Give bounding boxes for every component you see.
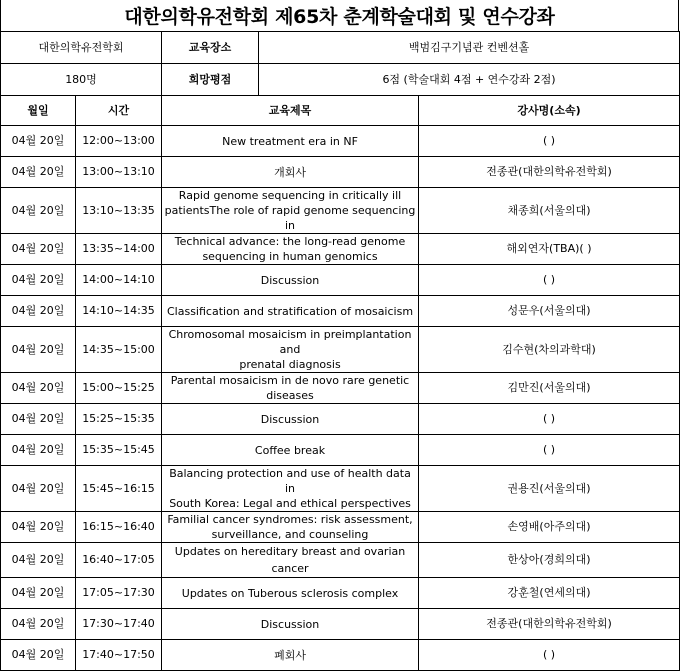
table-row	[1, 265, 680, 296]
row-title-line: Discussion	[260, 617, 320, 631]
row-title-line: Familial cancer syndromes: risk assessment,	[167, 513, 413, 526]
row-speaker: 전종관(대한의학유전학회)	[419, 157, 680, 188]
table-row	[1, 296, 680, 327]
row-speaker: ( )	[419, 265, 680, 296]
table-row	[1, 543, 680, 578]
row-time: 16:40~17:05	[76, 543, 162, 578]
row-speaker: 강훈철(연세의대)	[419, 578, 680, 609]
venue-value: 백범김구기념관 컨벤션홀	[259, 32, 680, 64]
table-row	[1, 327, 680, 373]
row-title	[162, 543, 419, 578]
row-speaker: 전종관(대한의학유전학회)	[419, 609, 680, 640]
row-time: 15:35~15:45	[76, 435, 162, 466]
row-title	[162, 265, 419, 296]
row-date: 04월 20일	[1, 609, 76, 640]
row-title-line: Updates on Tuberous sclerosis complex	[181, 586, 399, 600]
row-speaker: 해외연자(TBA)( )	[419, 234, 680, 265]
row-title	[162, 512, 419, 543]
info-row-org	[1, 32, 680, 64]
row-speaker: ( )	[419, 126, 680, 157]
row-title-line: prenatal diagnosis	[239, 358, 341, 371]
row-time: 15:45~16:15	[76, 466, 162, 512]
row-title-line: sequencing in human genomics	[202, 250, 378, 263]
row-title-line: Balancing protection and use of health data in	[169, 467, 411, 495]
row-title	[162, 373, 419, 404]
table-row	[1, 126, 680, 157]
row-title	[162, 435, 419, 466]
row-speaker: ( )	[419, 435, 680, 466]
table-row	[1, 157, 680, 188]
table-row	[1, 188, 680, 234]
row-title-line: patientsThe role of rapid genome sequencing in	[164, 204, 416, 232]
row-date: 04월 20일	[1, 126, 76, 157]
row-title-line: Technical advance: the long-read genome	[174, 235, 406, 248]
row-speaker: 김수현(차의과학대)	[419, 327, 680, 373]
row-title-line: Classification and stratification of mosaicism	[166, 304, 414, 318]
row-date: 04월 20일	[1, 640, 76, 671]
row-time: 13:00~13:10	[76, 157, 162, 188]
row-title	[162, 157, 419, 188]
row-title	[162, 578, 419, 609]
row-title-line: Coffee break	[254, 443, 326, 457]
row-time: 16:15~16:40	[76, 512, 162, 543]
table-row	[1, 404, 680, 435]
row-speaker: 한상아(경희의대)	[419, 543, 680, 578]
row-time: 14:00~14:10	[76, 265, 162, 296]
row-time: 14:10~14:35	[76, 296, 162, 327]
row-date: 04월 20일	[1, 373, 76, 404]
row-title-line: Rapid genome sequencing in critically ill	[178, 189, 402, 202]
row-time: 14:35~15:00	[76, 327, 162, 373]
header-speaker: 강사명(소속)	[419, 96, 680, 126]
row-speaker: 권용진(서울의대)	[419, 466, 680, 512]
table-row	[1, 234, 680, 265]
row-date: 04월 20일	[1, 296, 76, 327]
row-title-line: Parental mosaicism in de novo rare genetic	[170, 374, 410, 387]
row-speaker: ( )	[419, 640, 680, 671]
row-title-line: South Korea: Legal and ethical perspectives	[169, 497, 411, 510]
row-title	[162, 404, 419, 435]
venue-label: 교육장소	[162, 32, 259, 64]
attendee-count: 180명	[1, 64, 162, 96]
table-row	[1, 512, 680, 543]
row-date: 04월 20일	[1, 265, 76, 296]
row-speaker: ( )	[419, 404, 680, 435]
row-speaker: 김만진(서울의대)	[419, 373, 680, 404]
row-speaker: 손영배(아주의대)	[419, 512, 680, 543]
row-title-line: Discussion	[260, 273, 320, 287]
row-time: 15:00~15:25	[76, 373, 162, 404]
document-title: 대한의학유전학회 제65차 춘계학술대회 및 연수강좌	[0, 0, 679, 31]
row-time: 17:05~17:30	[76, 578, 162, 609]
row-title	[162, 327, 419, 373]
row-title	[162, 640, 419, 671]
points-value: 6점 (학술대회 4점 + 연수강좌 2점)	[259, 64, 680, 96]
row-title-line: Discussion	[260, 412, 320, 426]
row-date: 04월 20일	[1, 466, 76, 512]
row-title-line: 폐회사	[274, 648, 306, 662]
row-title	[162, 296, 419, 327]
table-header-row	[1, 96, 680, 126]
table-row	[1, 466, 680, 512]
info-row-points	[1, 64, 680, 96]
org-name: 대한의학유전학회	[1, 32, 162, 64]
header-time: 시간	[76, 96, 162, 126]
row-date: 04월 20일	[1, 157, 76, 188]
row-title-line: New treatment era in NF	[222, 134, 358, 148]
header-subject: 교육제목	[162, 96, 419, 126]
row-speaker: 성문우(서울의대)	[419, 296, 680, 327]
table-row	[1, 435, 680, 466]
row-time: 13:35~14:00	[76, 234, 162, 265]
row-date: 04월 20일	[1, 512, 76, 543]
row-time: 12:00~13:00	[76, 126, 162, 157]
row-time: 15:25~15:35	[76, 404, 162, 435]
schedule-table	[0, 31, 680, 671]
row-speaker: 채종희(서울의대)	[419, 188, 680, 234]
table-row	[1, 609, 680, 640]
schedule-table-body	[1, 32, 680, 671]
table-row	[1, 578, 680, 609]
row-title	[162, 188, 419, 234]
table-row	[1, 373, 680, 404]
row-title-line: surveillance, and counseling	[211, 528, 369, 541]
header-date: 월일	[1, 96, 76, 126]
table-row	[1, 640, 680, 671]
row-title	[162, 466, 419, 512]
row-date: 04월 20일	[1, 188, 76, 234]
row-time: 17:30~17:40	[76, 609, 162, 640]
row-title	[162, 234, 419, 265]
row-title	[162, 126, 419, 157]
row-time: 17:40~17:50	[76, 640, 162, 671]
row-date: 04월 20일	[1, 234, 76, 265]
row-title-line: 개회사	[274, 165, 306, 179]
points-label: 희망평점	[162, 64, 259, 96]
row-date: 04월 20일	[1, 578, 76, 609]
row-date: 04월 20일	[1, 435, 76, 466]
row-title-line: Updates on hereditary breast and ovarian cancer	[174, 545, 406, 575]
row-title	[162, 609, 419, 640]
row-date: 04월 20일	[1, 404, 76, 435]
row-title-line: Chromosomal mosaicism in preimplantation and	[168, 328, 412, 356]
row-title-line: diseases	[266, 389, 314, 402]
row-time: 13:10~13:35	[76, 188, 162, 234]
row-date: 04월 20일	[1, 543, 76, 578]
row-date: 04월 20일	[1, 327, 76, 373]
